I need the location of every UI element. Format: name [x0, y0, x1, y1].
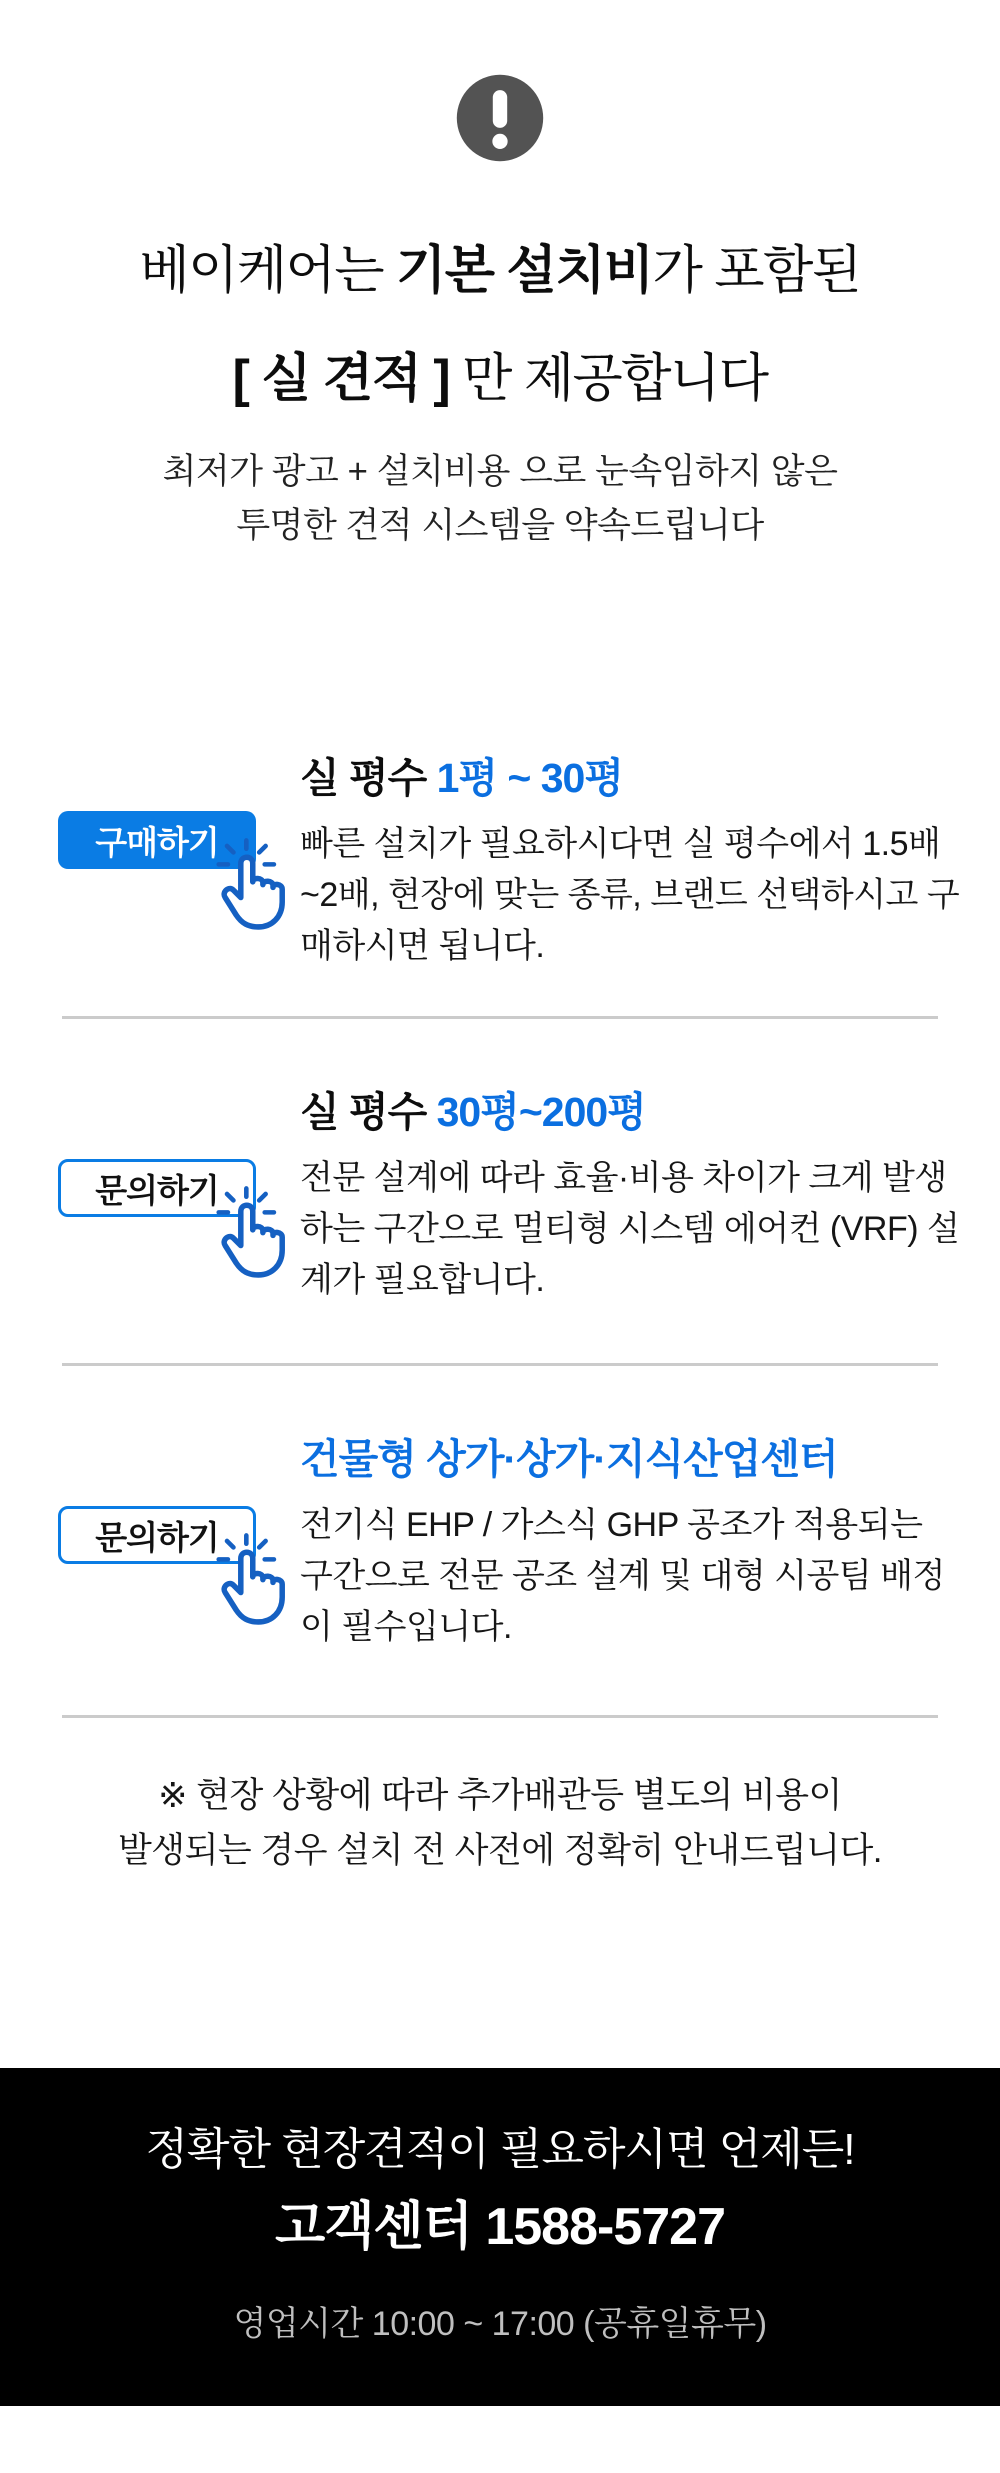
section-body: 전기식 EHP / 가스식 GHP 공조가 적용되는 구간으로 전문 공조 설계 및 대형 시공팀 배정이 필수입니다. [300, 1506, 945, 1646]
purchase-button[interactable]: 구매하기 [58, 811, 256, 869]
section-medium-area [50, 1083, 960, 1306]
page-title-line1: 베이케어는 기본 설치비가 포함된 [139, 242, 861, 300]
page-title [0, 217, 1000, 433]
exclamation-icon [455, 73, 545, 163]
customer-center-phone[interactable]: 고객센터 1588-5727 [274, 2198, 726, 2256]
section-building [50, 1430, 950, 1653]
page-subtitle [0, 445, 1000, 553]
footer [0, 2068, 1000, 2406]
section-small-area [50, 749, 960, 972]
divider [62, 1016, 938, 1019]
footer-message: 정확한 현장견적이 필요하시면 언제든! [145, 2125, 855, 2174]
business-hours: 영업시간 10:00 ~ 17:00 (공휴일휴무) [233, 2305, 767, 2343]
page-subtitle-line1: 최저가 광고 + 설치비용 으로 눈속임하지 않은 [162, 452, 838, 491]
section-body: 전문 설계에 따라 효율·비용 차이가 크게 발생하는 구간으로 멀티형 시스템 에어컨 (VRF) 설계가 필요합니다. [300, 1159, 960, 1299]
section-body: 빠른 설치가 필요하시다면 실 평수에서 1.5배~2배, 현장에 맞는 종류, 브랜드 선택하시고 구매하시면 됩니다. [300, 825, 960, 965]
inquiry-button[interactable]: 문의하기 [58, 1159, 256, 1217]
extra-cost-note-line1: ※ 현장 상황에 따라 추가배관등 별도의 비용이 [158, 1776, 842, 1815]
inquiry-button[interactable]: 문의하기 [58, 1506, 256, 1564]
extra-cost-note-line2: 발생되는 경우 설치 전 사전에 정확히 안내드립니다. [117, 1831, 883, 1870]
page-title-line2: [ 실 견적 ] 만 제공합니다 [232, 350, 768, 408]
section-title: 실 평수 30평~200평 [300, 1089, 646, 1135]
section-title: 건물형 상가·상가·지식산업센터 [300, 1436, 838, 1482]
extra-cost-note [0, 1768, 1000, 1878]
page-subtitle-line2: 투명한 견적 시스템을 약속드립니다 [236, 506, 764, 545]
divider [62, 1363, 938, 1366]
section-title: 실 평수 1평 ~ 30평 [300, 755, 623, 801]
divider [62, 1715, 938, 1718]
